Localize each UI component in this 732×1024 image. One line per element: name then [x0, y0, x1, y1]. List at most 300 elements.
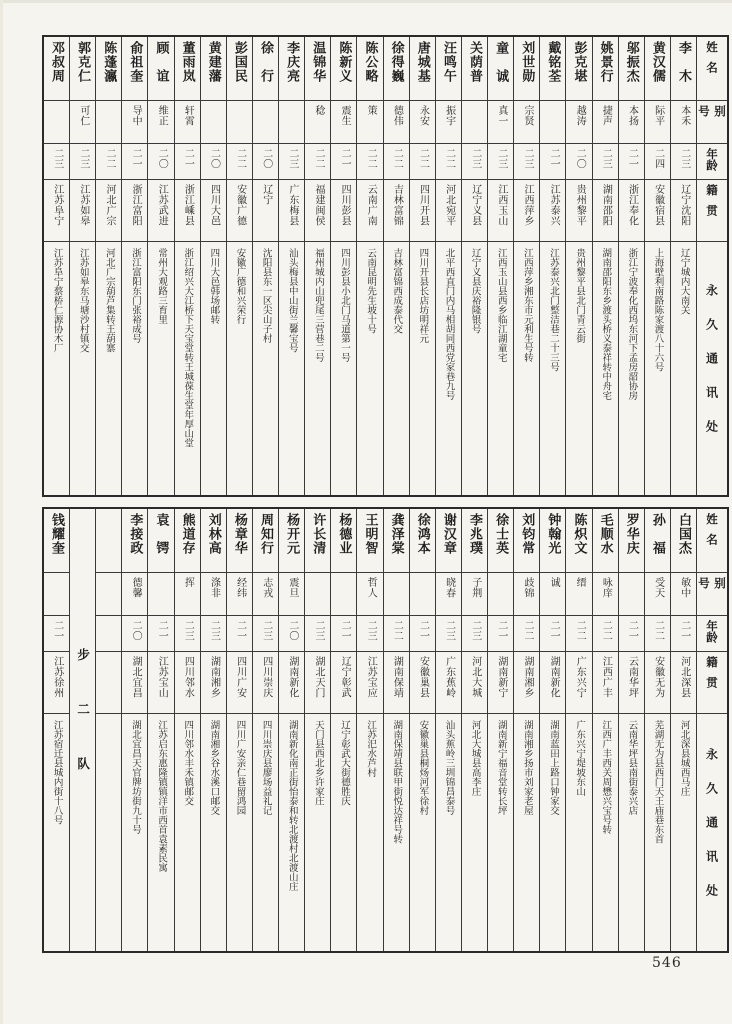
native-cell: 江苏泰兴 — [540, 180, 565, 242]
entry-column — [670, 509, 696, 951]
alias-cell: 敏中 — [671, 573, 696, 616]
entry-column — [513, 37, 539, 495]
name-cell: 袁锷 — [148, 509, 173, 573]
header-alias-label: 别号 — [697, 577, 727, 598]
age-cell: 二四 — [645, 144, 670, 180]
alias-cell — [331, 573, 356, 616]
entry-column — [487, 37, 513, 495]
name-cell: 关荫普 — [462, 37, 487, 101]
age-cell: 二二 — [357, 144, 382, 180]
directory-table-top — [42, 35, 729, 497]
age-cell: 二二 — [514, 616, 539, 652]
name-cell: 钱耀奎 — [44, 509, 69, 573]
address-cell: 江苏宿迁县城内街十八号 — [51, 720, 63, 825]
native-cell: 湖南新化 — [279, 652, 304, 714]
address-cell: 辽宁义县庆裕隆银号 — [469, 248, 481, 334]
age-cell: 二一 — [227, 616, 252, 652]
native-cell: 河北大城 — [462, 652, 487, 714]
native-cell: 云南广南 — [357, 180, 382, 242]
alias-cell — [148, 573, 173, 616]
address-cell: 河北深县城西马庄 — [678, 720, 690, 796]
page-number: 546 — [652, 955, 682, 971]
native-cell: 辽宁义县 — [462, 180, 487, 242]
native-cell: 辽宁彰武 — [331, 652, 356, 714]
native-cell: 四川邻水 — [175, 652, 200, 714]
name-cell: 钟翰光 — [540, 509, 565, 573]
age-cell: 二二 — [384, 144, 409, 180]
age-cell: 二〇 — [566, 144, 591, 180]
header-alias-label: 别号 — [697, 105, 727, 126]
alias-cell: 晓春 — [436, 573, 461, 616]
address-cell: 天门县西北乡许家庄 — [312, 720, 324, 806]
native-cell: 江苏宝应 — [357, 652, 382, 714]
age-cell: 二一 — [175, 144, 200, 180]
header-address-cell — [697, 242, 727, 495]
header-native-label: 籍贯 — [705, 656, 719, 697]
alias-cell: 受天 — [645, 573, 670, 616]
header-column — [696, 509, 727, 951]
address-cell: 安徽广德和兴荣行 — [234, 248, 246, 324]
alias-cell — [44, 573, 69, 616]
entry-column — [44, 509, 69, 951]
address-cell: 浙江富阳东门张裕成号 — [129, 248, 141, 343]
name-cell: 黄建藩 — [201, 37, 226, 101]
name-cell: 王明智 — [357, 509, 382, 573]
entry-column — [644, 37, 670, 495]
native-cell: 江苏武进 — [148, 180, 173, 242]
native-cell: 广东梅县 — [279, 180, 304, 242]
alias-cell: 哲人 — [357, 573, 382, 616]
name-cell: 郭克仁 — [70, 37, 95, 101]
entry-column — [435, 37, 461, 495]
alias-cell: 导中 — [122, 101, 147, 144]
entry-column — [278, 509, 304, 951]
alias-cell: 子荆 — [462, 573, 487, 616]
native-cell: 江苏徐州 — [44, 652, 69, 714]
native-cell: 河北广宗 — [96, 180, 121, 242]
native-cell: 河北宛平 — [436, 180, 461, 242]
entry-column — [226, 37, 252, 495]
address-cell: 河北广宗葫芦集转王葫寨 — [103, 248, 115, 353]
entry-column — [121, 509, 147, 951]
alias-cell: 维正 — [148, 101, 173, 144]
alias-cell: 捷声 — [593, 101, 618, 144]
native-cell: 福建闽侯 — [305, 180, 330, 242]
address-cell: 江苏如皋东马塘沙村镇交 — [77, 248, 89, 353]
address-cell: 江西玉山县西乡临江湖童宅 — [495, 248, 507, 362]
native-cell: 江苏如皋 — [70, 180, 95, 242]
entry-column — [383, 509, 409, 951]
header-age-cell — [697, 616, 727, 652]
age-cell: 二三 — [70, 144, 95, 180]
age-cell: 二三 — [175, 616, 200, 652]
age-cell: 二一 — [331, 616, 356, 652]
name-cell: 陈公略 — [357, 37, 382, 101]
entry-column — [174, 509, 200, 951]
alias-cell: 德伟 — [384, 101, 409, 144]
entry-column — [644, 509, 670, 951]
alias-cell — [253, 101, 278, 144]
header-age-label: 年龄 — [705, 620, 719, 643]
alias-cell — [96, 573, 121, 616]
address-cell: 辽宁城内大南关 — [678, 248, 690, 315]
age-cell: 二三 — [462, 144, 487, 180]
header-native-cell — [697, 180, 727, 242]
native-cell: 湖南新宁 — [488, 652, 513, 714]
age-cell: 二〇 — [122, 616, 147, 652]
native-cell: 广东兴宁 — [566, 652, 591, 714]
address-cell: 福州城内山兜尾三营巷二号 — [312, 248, 324, 362]
address-cell: 湖南湘乡扬市刘家老屋 — [521, 720, 533, 815]
entry-column — [226, 509, 252, 951]
native-cell: 湖南湘乡 — [514, 652, 539, 714]
entry-column — [330, 509, 356, 951]
name-cell: 熊道存 — [175, 509, 200, 573]
alias-cell: 稔 — [305, 101, 330, 144]
age-cell: 二三 — [462, 616, 487, 652]
native-cell: 浙江嵊县 — [175, 180, 200, 242]
age-cell: 二二 — [593, 616, 618, 652]
header-address-label: 永久通讯处 — [704, 747, 719, 918]
name-cell: 徐士英 — [488, 509, 513, 573]
name-cell: 俞祖奎 — [122, 37, 147, 101]
native-cell: 四川大邑 — [201, 180, 226, 242]
scan-edge-artifact — [0, 0, 3, 1024]
entry-column — [409, 37, 435, 495]
name-cell: 杨开元 — [279, 509, 304, 573]
native-cell: 四川彭县 — [331, 180, 356, 242]
section-divider-column — [69, 509, 95, 951]
alias-cell — [619, 573, 644, 616]
age-cell: 二二 — [436, 144, 461, 180]
native-cell: 湖北天门 — [305, 652, 330, 714]
entry-column — [618, 37, 644, 495]
age-cell: 二一 — [44, 616, 69, 652]
age-cell: 二一 — [540, 616, 565, 652]
entry-column — [383, 37, 409, 495]
entry-column — [461, 37, 487, 495]
address-cell: 芜湖无为县西门天王庙巷东首 — [652, 720, 664, 844]
entry-column — [539, 509, 565, 951]
header-column — [696, 37, 727, 495]
entry-column — [304, 509, 330, 951]
blank-column — [95, 509, 121, 951]
age-cell: 二三 — [436, 616, 461, 652]
age-cell: 二三 — [44, 144, 69, 180]
address-cell: 江西广丰西关周懋兴宝号转 — [600, 720, 612, 834]
age-cell: 二一 — [331, 144, 356, 180]
native-cell: 江西萍乡 — [514, 180, 539, 242]
address-cell: 湖南新宁福音堂转长坪 — [495, 720, 507, 815]
name-cell: 顾谊 — [148, 37, 173, 101]
header-alias-cell — [697, 101, 727, 144]
alias-cell: 诚 — [540, 573, 565, 616]
alias-cell: 策 — [357, 101, 382, 144]
address-cell: 河北大城县高李庄 — [469, 720, 481, 796]
name-cell: 李庆亮 — [279, 37, 304, 101]
age-cell: 二二 — [566, 616, 591, 652]
entry-column — [304, 37, 330, 495]
alias-cell: 本禾 — [671, 101, 696, 144]
alias-cell: 振宇 — [436, 101, 461, 144]
entry-column — [200, 37, 226, 495]
name-cell: 黄汉儒 — [645, 37, 670, 101]
header-name-cell — [697, 509, 727, 573]
section-label: 步二队 — [75, 648, 91, 812]
age-cell: 二三 — [305, 616, 330, 652]
native-cell: 辽宁沈阳 — [671, 180, 696, 242]
age-cell: 二〇 — [148, 144, 173, 180]
name-cell: 童诚 — [488, 37, 513, 101]
alias-cell: 宗贤 — [514, 101, 539, 144]
alias-cell — [488, 573, 513, 616]
header-address-label: 永久通讯处 — [704, 283, 719, 454]
scan-edge-artifact — [0, 0, 732, 3]
name-cell: 汪鸣午 — [436, 37, 461, 101]
address-cell: 常州大观路三育里 — [156, 248, 168, 324]
age-cell: 二二 — [645, 616, 670, 652]
address-cell: 汕头蕉岭三圳锦昌泰号 — [443, 720, 455, 815]
address-cell: 四川崇庆县廖场益礼记 — [260, 720, 272, 815]
name-cell: 杨章华 — [227, 509, 252, 573]
age-cell: 二三 — [357, 616, 382, 652]
entry-column — [487, 509, 513, 951]
header-name-cell — [697, 37, 727, 101]
entry-column — [174, 37, 200, 495]
alias-cell: 永安 — [410, 101, 435, 144]
address-cell: 北平西直门内马相胡同西党家巷九号 — [443, 248, 455, 400]
name-cell: 李兆璞 — [462, 509, 487, 573]
age-cell: 二〇 — [201, 144, 226, 180]
native-cell: 湖南保靖 — [384, 652, 409, 714]
alias-cell — [201, 101, 226, 144]
native-cell: 江西玉山 — [488, 180, 513, 242]
address-cell: 四川大邑韩场邮转 — [208, 248, 220, 324]
native-cell: 安徽无为 — [645, 652, 670, 714]
address-cell: 安徽巢县桐炀河军徐村 — [417, 720, 429, 815]
address-cell: 湖南湘乡谷水溪口邮交 — [208, 720, 220, 815]
name-cell: 邓叔周 — [44, 37, 69, 101]
native-cell: 江西广丰 — [593, 652, 618, 714]
age-cell: 二一 — [148, 616, 173, 652]
native-cell: 湖南新化 — [540, 652, 565, 714]
entry-column — [461, 509, 487, 951]
native-cell: 湖南湘乡 — [201, 652, 226, 714]
name-cell: 许长清 — [305, 509, 330, 573]
age-cell: 二三 — [514, 144, 539, 180]
address-cell: 汕头梅县中山街兰馨宝号 — [286, 248, 298, 353]
name-cell: 董雨岚 — [175, 37, 200, 101]
name-cell: 唐城基 — [410, 37, 435, 101]
alias-cell: 轩霄 — [175, 101, 200, 144]
header-native-label: 籍贯 — [705, 184, 719, 225]
header-name-label: 姓名 — [705, 41, 719, 82]
age-cell: 二〇 — [253, 144, 278, 180]
address-cell: 贵州黎平县北门青云街 — [574, 248, 586, 343]
name-cell: 李接政 — [122, 509, 147, 573]
alias-cell: 真一 — [488, 101, 513, 144]
address-cell: 湖南新化南正街怡泰和转北渡村北渡山庄 — [286, 720, 298, 891]
native-cell: 广东蕉岭 — [436, 652, 461, 714]
age-cell: 二〇 — [279, 616, 304, 652]
age-cell: 二二 — [384, 616, 409, 652]
alias-cell: 挥 — [175, 573, 200, 616]
age-cell: 二三 — [279, 144, 304, 180]
alias-cell: 际平 — [645, 101, 670, 144]
age-cell: 二一 — [671, 616, 696, 652]
age-cell: 二三 — [253, 616, 278, 652]
native-cell: 四川崇庆 — [253, 652, 278, 714]
native-cell: 吉林富锦 — [384, 180, 409, 242]
address-cell: 四川邻水丰禾镇邮交 — [182, 720, 194, 806]
header-age-cell — [697, 144, 727, 180]
age-cell: 二一 — [619, 144, 644, 180]
address-cell: 江苏启东惠隆镇镇洋市西首袁素民寓 — [156, 720, 168, 872]
alias-cell — [410, 573, 435, 616]
age-cell: 二二 — [410, 144, 435, 180]
address-cell: 湖北宜昌天官牌坊街九十号 — [129, 720, 141, 834]
address-cell: 湖南蓝田上路口钟家交 — [547, 720, 559, 815]
address-cell — [96, 714, 121, 951]
age-cell: 二三 — [201, 616, 226, 652]
name-cell: 彭国民 — [227, 37, 252, 101]
header-native-cell — [697, 652, 727, 714]
name-cell: 陈炽文 — [566, 509, 591, 573]
entry-column — [565, 37, 591, 495]
name-cell: 姚景行 — [593, 37, 618, 101]
address-cell: 江苏汜水芦村 — [365, 720, 377, 777]
name-cell: 陈新义 — [331, 37, 356, 101]
name-cell: 戴铭荃 — [540, 37, 565, 101]
name-cell: 白国杰 — [671, 509, 696, 573]
age-cell: 二一 — [488, 616, 513, 652]
entry-column — [200, 509, 226, 951]
name-cell: 罗华庆 — [619, 509, 644, 573]
native-cell: 辽宁 — [253, 180, 278, 242]
address-cell: 浙江绍兴大江桥下天宝堂转王城葆生堂年厚山堂 — [182, 248, 194, 448]
alias-cell: 震旦 — [279, 573, 304, 616]
alias-cell — [384, 573, 409, 616]
address-cell: 上海壁利南路陈家渡八十六号 — [652, 248, 664, 372]
name-cell: 徐行 — [253, 37, 278, 101]
address-cell: 云南华坪县南街泰兴店 — [626, 720, 638, 815]
alias-cell: 德馨 — [122, 573, 147, 616]
alias-cell — [227, 101, 252, 144]
name-cell: 孙福 — [645, 509, 670, 573]
alias-cell: 涤非 — [201, 573, 226, 616]
native-cell — [96, 652, 121, 714]
address-cell: 江西萍乡湘东市元利生号转 — [521, 248, 533, 362]
native-cell: 安徽广德 — [227, 180, 252, 242]
address-cell: 浙江宁波奉化西坞东河下孟房韶协房 — [626, 248, 638, 400]
entry-column — [539, 37, 565, 495]
entry-column — [330, 37, 356, 495]
native-cell: 四川开县 — [410, 180, 435, 242]
name-cell: 杨德业 — [331, 509, 356, 573]
name-cell: 徐得巍 — [384, 37, 409, 101]
alias-cell: 本扬 — [619, 101, 644, 144]
address-cell: 云南昆明先生坡十号 — [365, 248, 377, 334]
name-cell: 李木 — [671, 37, 696, 101]
address-cell: 江苏阜宁蔡桥仁源协木厂 — [51, 248, 63, 353]
name-cell: 周知行 — [253, 509, 278, 573]
header-name-label: 姓名 — [705, 513, 719, 554]
entry-column — [356, 37, 382, 495]
entry-column — [592, 509, 618, 951]
entry-column — [44, 37, 69, 495]
name-cell: 徐鸿本 — [410, 509, 435, 573]
alias-cell — [462, 101, 487, 144]
age-cell: 二二 — [227, 144, 252, 180]
alias-cell — [305, 573, 330, 616]
native-cell: 四川广安 — [227, 652, 252, 714]
entry-column — [252, 37, 278, 495]
age-cell: 二一 — [540, 144, 565, 180]
name-cell: 毛顺水 — [593, 509, 618, 573]
native-cell: 江苏阜宁 — [44, 180, 69, 242]
entry-column — [618, 509, 644, 951]
age-cell: 二三 — [593, 144, 618, 180]
entry-column — [147, 509, 173, 951]
name-cell: 陈蓬瀛 — [96, 37, 121, 101]
native-cell: 湖南邵阳 — [593, 180, 618, 242]
entry-column — [592, 37, 618, 495]
name-cell: 刘林高 — [201, 509, 226, 573]
name-cell: 刘钧常 — [514, 509, 539, 573]
native-cell: 浙江富阳 — [122, 180, 147, 242]
entry-column — [278, 37, 304, 495]
entry-column — [252, 509, 278, 951]
address-cell: 湖南邵阳东乡渡头桥义泰祥转中舟宅 — [600, 248, 612, 400]
entry-column — [356, 509, 382, 951]
entry-column — [409, 509, 435, 951]
native-cell: 湖北宜昌 — [122, 652, 147, 714]
address-cell: 吉林富锦西成泰代交 — [391, 248, 403, 334]
address-cell: 湖南保靖县联甲街悦达祥号转 — [391, 720, 403, 844]
address-cell: 四川开县长店坊明祥元 — [417, 248, 429, 343]
entry-column — [69, 37, 95, 495]
native-cell: 浙江奉化 — [619, 180, 644, 242]
entry-column — [121, 37, 147, 495]
alias-cell — [279, 101, 304, 144]
entry-column — [513, 509, 539, 951]
header-address-cell — [697, 714, 727, 951]
alias-cell — [540, 101, 565, 144]
directory-table-bottom — [42, 507, 729, 953]
alias-cell — [44, 101, 69, 144]
name-cell: 彭克堪 — [566, 37, 591, 101]
age-cell: 二一 — [122, 144, 147, 180]
age-cell: 二一 — [619, 616, 644, 652]
age-cell: 二二 — [96, 144, 121, 180]
name-cell: 龚泽棠 — [384, 509, 409, 573]
alias-cell: 歧锦 — [514, 573, 539, 616]
alias-cell: 可仁 — [70, 101, 95, 144]
alias-cell: 咏庠 — [593, 573, 618, 616]
alias-cell: 志戎 — [253, 573, 278, 616]
native-cell: 江苏宝山 — [148, 652, 173, 714]
name-cell: 刘世勋 — [514, 37, 539, 101]
name-cell: 谢汉章 — [436, 509, 461, 573]
age-cell: 二一 — [410, 616, 435, 652]
native-cell: 贵州黎平 — [566, 180, 591, 242]
address-cell: 辽宁彰武大街德胜庆 — [338, 720, 350, 806]
native-cell: 云南华坪 — [619, 652, 644, 714]
address-cell: 江苏泰兴北门整洁巷二十三号 — [547, 248, 559, 372]
name-cell — [96, 509, 121, 573]
name-cell: 温锦华 — [305, 37, 330, 101]
native-cell: 安徽巢县 — [410, 652, 435, 714]
